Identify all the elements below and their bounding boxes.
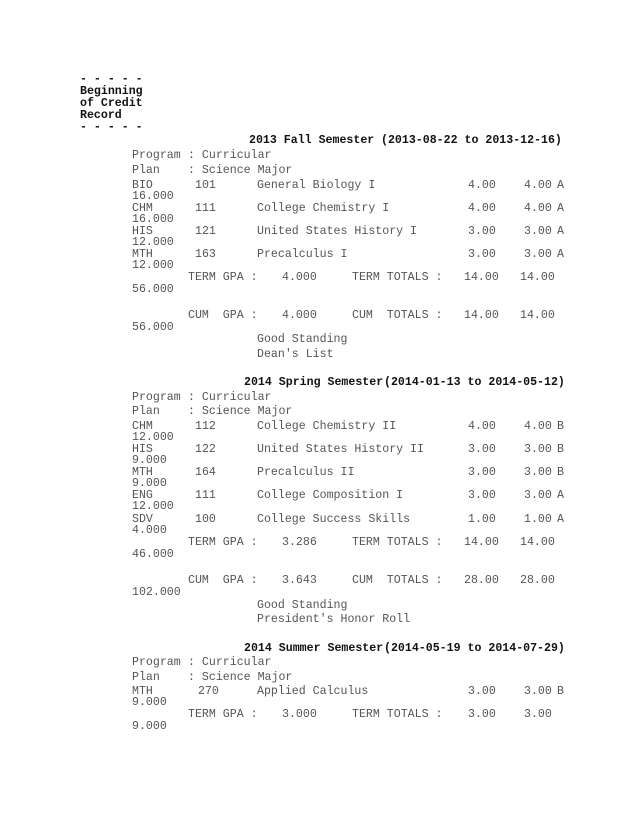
plan-label: Plan — [132, 405, 160, 418]
term-totals-label: TERM TOTALS : — [352, 271, 443, 284]
course-points: 9.000 — [132, 477, 167, 490]
course-subject: ENG — [132, 489, 153, 502]
cum-gpa-label: CUM GPA : — [188, 574, 258, 587]
course-number: 163 — [195, 248, 216, 261]
plan-value: : Science Major — [188, 164, 293, 177]
course-subject: SDV — [132, 513, 153, 526]
course-points: 12.000 — [132, 500, 174, 513]
course-number: 270 — [198, 685, 219, 698]
course-points: 12.000 — [132, 431, 174, 444]
cum-gpa-value: 3.643 — [282, 574, 317, 587]
term-title: 2013 Fall Semester — [249, 134, 375, 147]
course-title: Precalculus I — [257, 248, 348, 261]
course-grade: B — [557, 466, 564, 479]
honor-status: Dean's List — [257, 348, 334, 361]
course-number: 164 — [195, 466, 216, 479]
program-label: Program — [132, 391, 181, 404]
program-value: : Curricular — [188, 656, 272, 669]
course-attempted: 3.00 — [468, 225, 496, 238]
cum-points: 56.000 — [132, 321, 174, 334]
course-number: 101 — [195, 179, 216, 192]
course-grade: B — [557, 420, 564, 433]
course-earned: 4.00 — [524, 420, 552, 433]
course-grade: A — [557, 179, 564, 192]
record-header-line-2: of Credit — [80, 97, 143, 110]
term-gpa-label: TERM GPA : — [188, 536, 258, 549]
course-earned: 1.00 — [524, 513, 552, 526]
term-gpa-label: TERM GPA : — [188, 708, 258, 721]
course-number: 122 — [195, 443, 216, 456]
honor-status: President's Honor Roll — [257, 613, 411, 626]
course-attempted: 4.00 — [468, 202, 496, 215]
course-title: College Chemistry II — [257, 420, 397, 433]
term-points: 56.000 — [132, 283, 174, 296]
course-subject: MTH — [132, 685, 153, 698]
course-points: 16.000 — [132, 190, 174, 203]
program-value: : Curricular — [188, 149, 272, 162]
course-earned: 3.00 — [524, 443, 552, 456]
course-number: 121 — [195, 225, 216, 238]
course-earned: 4.00 — [524, 179, 552, 192]
cum-attempted: 14.00 — [464, 309, 499, 322]
course-subject: BIO — [132, 179, 153, 192]
course-grade: A — [557, 513, 564, 526]
course-subject: MTH — [132, 248, 153, 261]
cum-gpa-value: 4.000 — [282, 309, 317, 322]
course-attempted: 4.00 — [468, 420, 496, 433]
cum-attempted: 28.00 — [464, 574, 499, 587]
course-subject: CHM — [132, 202, 153, 215]
course-earned: 3.00 — [524, 225, 552, 238]
term-title: 2014 Summer Semester — [244, 642, 384, 655]
program-label: Program — [132, 149, 181, 162]
course-number: 111 — [195, 202, 216, 215]
record-header-line-3: Record — [80, 109, 122, 122]
course-grade: A — [557, 225, 564, 238]
course-attempted: 3.00 — [468, 443, 496, 456]
term-earned: 14.00 — [520, 536, 555, 549]
course-attempted: 3.00 — [468, 248, 496, 261]
course-subject: HIS — [132, 225, 153, 238]
term-points: 9.000 — [132, 720, 167, 733]
term-gpa-value: 3.000 — [282, 708, 317, 721]
term-earned: 3.00 — [524, 708, 552, 721]
course-grade: A — [557, 248, 564, 261]
course-points: 12.000 — [132, 259, 174, 272]
course-title: General Biology I — [257, 179, 376, 192]
course-earned: 3.00 — [524, 489, 552, 502]
course-earned: 3.00 — [524, 248, 552, 261]
course-title: College Success Skills — [257, 513, 411, 526]
course-number: 111 — [195, 489, 216, 502]
course-title: College Chemistry I — [257, 202, 390, 215]
course-grade: B — [557, 443, 564, 456]
course-title: Applied Calculus — [257, 685, 369, 698]
plan-label: Plan — [132, 671, 160, 684]
course-attempted: 3.00 — [468, 685, 496, 698]
course-attempted: 3.00 — [468, 489, 496, 502]
course-earned: 3.00 — [524, 685, 552, 698]
term-gpa-value: 4.000 — [282, 271, 317, 284]
term-totals-label: TERM TOTALS : — [352, 708, 443, 721]
term-totals-label: TERM TOTALS : — [352, 536, 443, 549]
plan-value: : Science Major — [188, 405, 293, 418]
cum-totals-label: CUM TOTALS : — [352, 574, 443, 587]
cum-totals-label: CUM TOTALS : — [352, 309, 443, 322]
course-title: United States History I — [257, 225, 418, 238]
cum-earned: 28.00 — [520, 574, 555, 587]
term-points: 46.000 — [132, 548, 174, 561]
course-earned: 4.00 — [524, 202, 552, 215]
course-earned: 3.00 — [524, 466, 552, 479]
cum-earned: 14.00 — [520, 309, 555, 322]
course-points: 16.000 — [132, 213, 174, 226]
course-attempted: 3.00 — [468, 466, 496, 479]
program-value: : Curricular — [188, 391, 272, 404]
course-title: College Composition I — [257, 489, 404, 502]
term-attempted: 14.00 — [464, 536, 499, 549]
course-attempted: 4.00 — [468, 179, 496, 192]
record-divider-top: - - - - - — [80, 73, 143, 86]
course-points: 4.000 — [132, 524, 167, 537]
academic-standing: Good Standing — [257, 333, 348, 346]
course-points: 12.000 — [132, 236, 174, 249]
cum-points: 102.000 — [132, 586, 181, 599]
course-title: United States History II — [257, 443, 424, 456]
course-grade: A — [557, 489, 564, 502]
term-earned: 14.00 — [520, 271, 555, 284]
course-points: 9.000 — [132, 696, 167, 709]
course-attempted: 1.00 — [468, 513, 496, 526]
term-dates: (2014-05-19 to 2014-07-29) — [384, 642, 565, 655]
plan-value: : Science Major — [188, 671, 293, 684]
course-points: 9.000 — [132, 454, 167, 467]
course-grade: A — [557, 202, 564, 215]
term-gpa-label: TERM GPA : — [188, 271, 258, 284]
course-subject: CHM — [132, 420, 153, 433]
course-number: 112 — [195, 420, 216, 433]
program-label: Program — [132, 656, 181, 669]
course-subject: HIS — [132, 443, 153, 456]
course-subject: MTH — [132, 466, 153, 479]
record-divider-bottom: - - - - - — [80, 121, 143, 134]
record-header-line-1: Beginning — [80, 85, 143, 98]
term-dates: (2013-08-22 to 2013-12-16) — [381, 134, 562, 147]
course-number: 100 — [195, 513, 216, 526]
term-dates: (2014-01-13 to 2014-05-12) — [384, 376, 565, 389]
cum-gpa-label: CUM GPA : — [188, 309, 258, 322]
course-grade: B — [557, 685, 564, 698]
term-attempted: 3.00 — [468, 708, 496, 721]
term-gpa-value: 3.286 — [282, 536, 317, 549]
term-attempted: 14.00 — [464, 271, 499, 284]
academic-standing: Good Standing — [257, 599, 348, 612]
course-title: Precalculus II — [257, 466, 355, 479]
plan-label: Plan — [132, 164, 160, 177]
term-title: 2014 Spring Semester — [244, 376, 384, 389]
